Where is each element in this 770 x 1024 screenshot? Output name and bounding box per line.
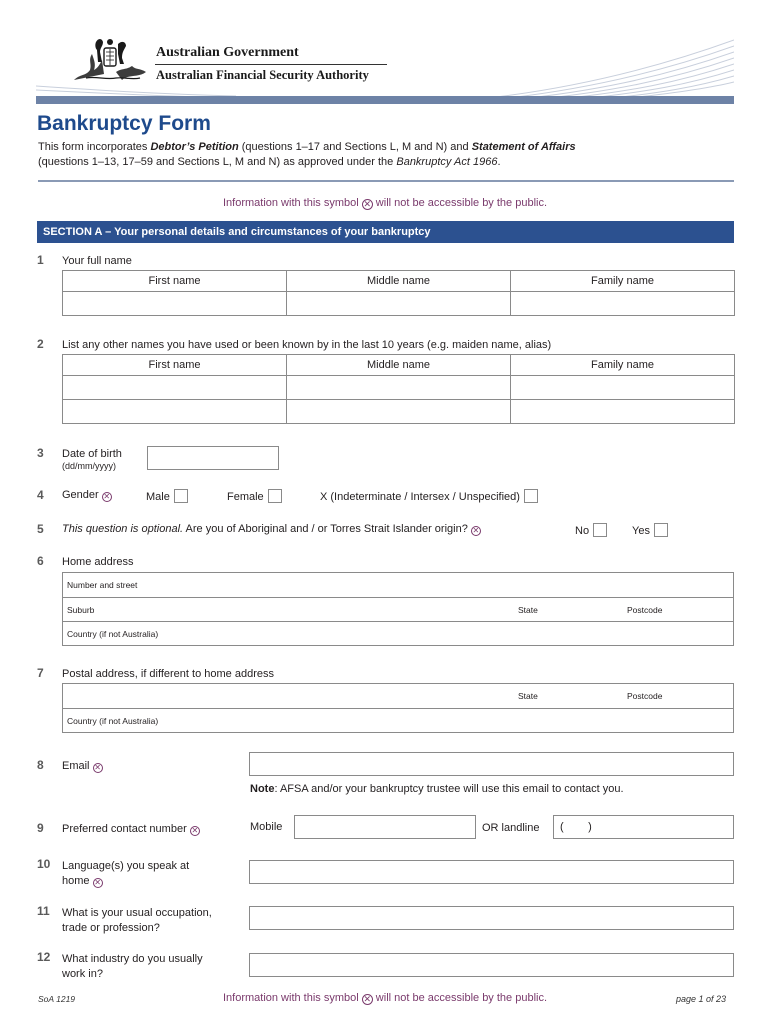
- indigenous-yes-option: Yes: [632, 523, 668, 537]
- privacy-icon: ✕: [363, 199, 372, 209]
- q4-label: Gender ✕: [62, 489, 111, 501]
- q2-number: 2: [37, 337, 44, 351]
- q12-number: 12: [37, 950, 51, 964]
- privacy-icon: ✕: [94, 763, 101, 772]
- home-country-row[interactable]: [63, 622, 733, 646]
- q2-col-middle: Middle name: [287, 355, 511, 376]
- government-name: Australian Government: [156, 45, 299, 60]
- gender-female-checkbox[interactable]: [268, 489, 282, 503]
- q10-label: Language(s) you speak at home ✕: [62, 860, 190, 887]
- mobile-label: Mobile: [250, 821, 283, 833]
- date-of-birth-input[interactable]: [147, 446, 279, 470]
- q1-col-first: First name: [63, 271, 287, 292]
- postal-postcode-label: Postcode: [627, 691, 663, 701]
- q1-name-table: [62, 270, 735, 316]
- q4-number: 4: [37, 488, 44, 502]
- privacy-icon: ✕: [103, 492, 111, 501]
- q3-label: Date of birth: [62, 448, 122, 460]
- intro-divider: [38, 180, 734, 182]
- postal-street-row[interactable]: [63, 684, 733, 709]
- postal-address-block[interactable]: [62, 683, 734, 733]
- intro-text: This form incorporates Debtor’s Petition (questions 1–17 and Sections L, M and N) and Statement of Affairs (questions 1–13, 17–59 and Sections L, M and N) as approved under the Bankruptcy Act 1966.: [38, 141, 576, 168]
- page-number: page 1 of 23: [676, 994, 727, 1004]
- home-street-label: Number and street: [67, 580, 138, 590]
- email-input[interactable]: [249, 752, 734, 776]
- q6-label: Home address: [62, 556, 134, 568]
- q2-row2-middle-input[interactable]: [287, 400, 511, 424]
- privacy-icon: ✕: [191, 826, 199, 835]
- q3-format-hint: (dd/mm/yyyy): [62, 461, 116, 471]
- header-decoration: [470, 36, 734, 100]
- gender-male-checkbox[interactable]: [174, 489, 188, 503]
- q9-number: 9: [37, 821, 44, 835]
- home-state-label: State: [518, 605, 538, 615]
- header-band: [36, 96, 734, 104]
- home-suburb-label: Suburb: [67, 605, 95, 615]
- q2-col-family: Family name: [511, 355, 735, 376]
- q5-number: 5: [37, 522, 44, 536]
- q3-number: 3: [37, 446, 44, 460]
- q1-label: Your full name: [62, 255, 132, 267]
- postal-state-label: State: [518, 691, 538, 701]
- postal-country-row[interactable]: [63, 709, 733, 733]
- home-country-label: Country (if not Australia): [67, 629, 159, 639]
- home-suburb-row[interactable]: [63, 598, 733, 622]
- q8-label: Email ✕: [62, 760, 101, 772]
- privacy-icon: ✕: [363, 994, 372, 1004]
- q1-first-name-input[interactable]: [63, 292, 287, 316]
- home-address-block[interactable]: [62, 572, 734, 646]
- gender-x-option: X (Indeterminate / Intersex / Unspecified): [320, 489, 538, 503]
- indigenous-no-option: No: [575, 523, 607, 537]
- q7-number: 7: [37, 666, 44, 680]
- landline-area-code: ( ): [560, 821, 592, 833]
- q2-row2-first-input[interactable]: [63, 400, 287, 424]
- q1-number: 1: [37, 253, 44, 267]
- q9-label: Preferred contact number ✕: [62, 823, 199, 835]
- q2-row1-middle-input[interactable]: [287, 376, 511, 400]
- q1-family-name-input[interactable]: [511, 292, 735, 316]
- home-street-row[interactable]: [63, 573, 733, 598]
- q6-number: 6: [37, 554, 44, 568]
- q10-number: 10: [37, 857, 51, 871]
- privacy-note-top: Information with this symbol ✕ will not be accessible by the public.: [222, 197, 548, 209]
- gender-x-checkbox[interactable]: [524, 489, 538, 503]
- q5-label: This question is optional. Are you of Aboriginal and / or Torres Strait Islander origin? ✕: [62, 523, 480, 535]
- industry-input[interactable]: [249, 953, 734, 977]
- privacy-icon: ✕: [94, 878, 101, 887]
- form-code: SoA 1219: [38, 994, 76, 1004]
- q8-number: 8: [37, 758, 44, 772]
- postal-country-label: Country (if not Australia): [67, 716, 159, 726]
- gender-female-option: Female: [227, 489, 282, 503]
- q2-row1-first-input[interactable]: [63, 376, 287, 400]
- privacy-icon: ✕: [472, 526, 480, 535]
- q7-label: Postal address, if different to home address: [62, 668, 274, 680]
- languages-input[interactable]: [249, 860, 734, 884]
- q11-number: 11: [37, 904, 50, 918]
- q2-name-table: [62, 354, 735, 424]
- coat-of-arms-icon: [66, 34, 152, 86]
- q11-label: What is your usual occupation, trade or profession?: [62, 907, 212, 934]
- intro-debtors-petition: Debtor’s Petition: [150, 141, 239, 153]
- intro-statement-of-affairs: Statement of Affairs: [471, 141, 576, 153]
- q1-col-middle: Middle name: [287, 271, 511, 292]
- home-postcode-label: Postcode: [627, 605, 663, 615]
- landline-label: OR landline: [482, 822, 540, 834]
- q2-row1-family-input[interactable]: [511, 376, 735, 400]
- q2-col-first: First name: [63, 355, 287, 376]
- landline-input[interactable]: [553, 815, 734, 839]
- q12-label: What industry do you usually work in?: [62, 953, 203, 980]
- indigenous-yes-checkbox[interactable]: [654, 523, 668, 537]
- gender-male-option: Male: [146, 489, 188, 503]
- q1-middle-name-input[interactable]: [287, 292, 511, 316]
- header-divider: [155, 64, 387, 65]
- occupation-input[interactable]: [249, 906, 734, 930]
- intro-act-name: Bankruptcy Act 1966: [396, 156, 498, 168]
- page-title: Bankruptcy Form: [37, 112, 211, 135]
- indigenous-no-checkbox[interactable]: [593, 523, 607, 537]
- mobile-input[interactable]: [294, 815, 476, 839]
- q1-col-family: Family name: [511, 271, 735, 292]
- section-a-header: SECTION A – Your personal details and circumstances of your bankruptcy: [37, 221, 734, 243]
- email-note: Note: AFSA and/or your bankruptcy trustee will use this email to contact you.: [250, 783, 624, 795]
- q2-row2-family-input[interactable]: [511, 400, 735, 424]
- privacy-note-footer: Information with this symbol ✕ will not be accessible by the public.: [222, 992, 548, 1004]
- agency-name: Australian Financial Security Authority: [156, 68, 369, 82]
- q2-label: List any other names you have used or been known by in the last 10 years (e.g. maiden name, alias): [62, 339, 552, 351]
